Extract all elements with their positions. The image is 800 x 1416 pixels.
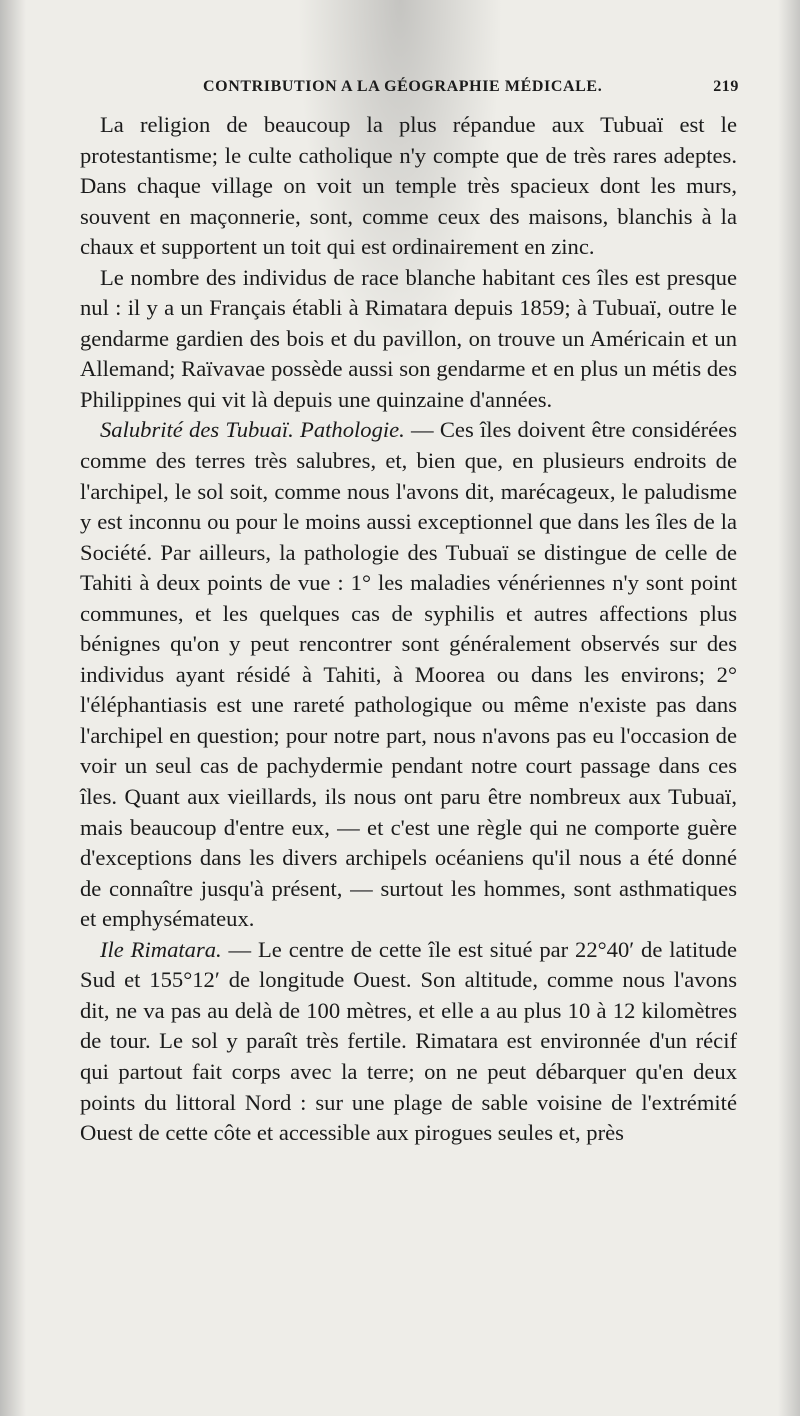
paragraph-population: Le nombre des individus de race blanche habitant ces îles est presque nul : il y a un Français établi à Rimatara depuis 1859; à Tubuaï, outre le gendarme gardien des bois et du pavillon, on trouve un Américain et un Allemand; Raïvavae possède aussi son gendarme et en plus un métis des Philippines qui vit là depuis une quinzaine d'années. — [80, 264, 737, 412]
paragraph-religion: La religion de beaucoup la plus répandue aux Tubuaï est le protestantisme; le culte catholique n'y compte que de très rares adeptes. Dans chaque village on voit un temple très spacieux dont les murs, souvent en maçonnerie, sont, comme ceux des maisons, blanchis à la chaux et supportent un toit qui est ordinairement en zinc. — [80, 112, 737, 260]
page-number: 219 — [713, 78, 739, 95]
paragraph-salubrity — [80, 415, 737, 934]
section-heading-salubrity: Salubrité des Tubuaï. Pathologie. — [100, 417, 405, 443]
body-text — [80, 110, 737, 1149]
salubrity-text: — Ces îles doivent être considérées comme des terres très salubres, et, bien que, en plusieurs endroits de l'archipel, le sol soit, comme nous l'avons dit, marécageux, le paludisme y est inconnu ou pour le moins aussi exceptionnel que dans les îles de la Société. Par ailleurs, la pathologie des Tubuaï se distingue de celle de Tahiti à deux points de vue : 1° les maladies vénériennes n'y sont point communes, et les quelques cas de syphilis et autres affections plus bénignes qu'on y peut rencontrer sont généralement observés sur des individus ayant résidé à Tahiti, à Moorea ou dans les environs; 2° l'éléphantiasis est une rareté pathologique ou même n'existe pas dans l'archipel en question; pour notre part, nous n'avons pas eu l'occasion de voir un seul cas de pachydermie pendant notre court passage dans ces îles. Quant aux vieillards, ils nous ont paru être nombreux aux Tubuaï, mais beaucoup d'entre eux, — et c'est une règle qui ne comporte guère d'exceptions dans les divers archipels océaniens qu'il nous a été donné de connaître jusqu'à présent, — surtout les hommes, sont asthmatiques et emphysémateux. — [80, 417, 737, 932]
paragraph-rimatara — [80, 935, 737, 1149]
running-head — [203, 78, 739, 104]
running-title: CONTRIBUTION A LA GÉOGRAPHIE MÉDICALE. — [203, 78, 603, 95]
rimatara-text: — Le centre de cette île est situé par 22°40′ de latitude Sud et 155°12′ de longitude Ouest. Son altitude, comme nous l'avons dit, ne va pas au delà de 100 mètres, et elle a au plus 10 à 12 kilomètres de tour. Le sol y paraît très fertile. Rimatara est environnée d'un récif qui partout fait corps avec la terre; on ne peut débarquer qu'en deux points du littoral Nord : sur une plage de sable voisine de l'extrémité Ouest de cette côte et accessible aux pirogues seules et, près — [80, 936, 738, 1146]
section-heading-rimatara: Ile Rimatara. — [100, 936, 222, 962]
